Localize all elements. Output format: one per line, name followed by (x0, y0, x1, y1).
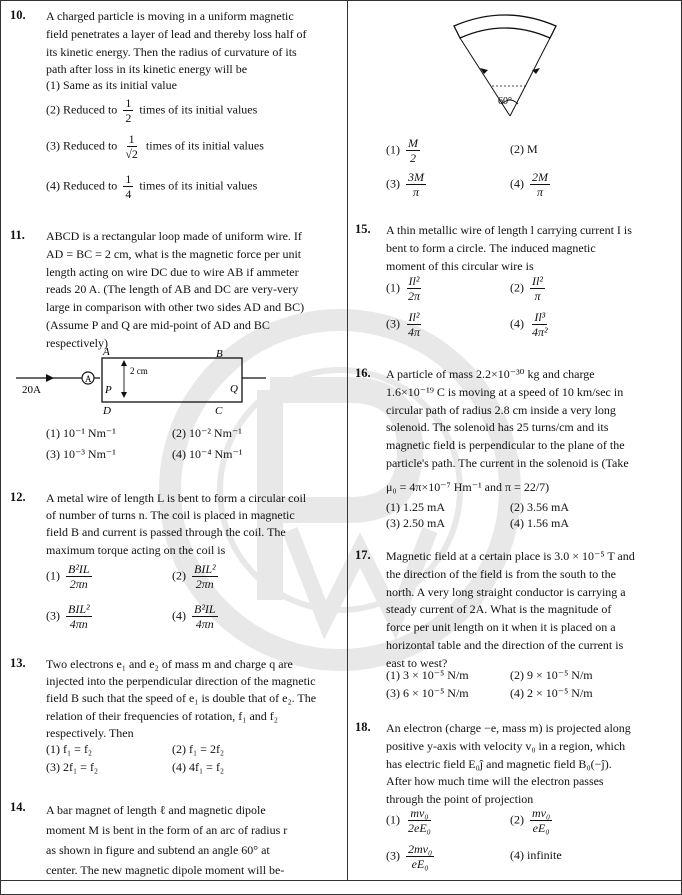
text-line: (Assume P and Q are mid-point of AD and BC (46, 317, 270, 332)
loop-circuit-figure (10, 345, 270, 417)
gap-label: 2 cm (130, 366, 148, 376)
option-3[interactable] (46, 132, 264, 161)
numerator: B²IL (68, 562, 90, 576)
option-label: (3) (386, 848, 400, 863)
numerator: Il² (408, 274, 420, 288)
option-2[interactable] (46, 96, 257, 125)
option-label: (1) (386, 142, 400, 157)
text-line: reads 20 A. (The length of AB and DC are very-very (46, 282, 299, 297)
text-line: An electron (charge −e, mass m) is projected along (386, 721, 631, 735)
option-label: (2) (510, 280, 524, 295)
text-line: path after loss in its kinetic energy will be (46, 62, 248, 77)
fraction (192, 562, 218, 591)
numerator: Il² (408, 310, 420, 324)
text-line: as shown in figure and subtend an angle 60° at (46, 843, 270, 857)
corner-label-c: C (215, 405, 223, 417)
fraction (123, 132, 140, 161)
text-line: respectively. Then (46, 725, 134, 740)
option-label: (2) (510, 812, 524, 827)
fraction (530, 310, 550, 339)
text-line: A charged particle is moving in a uniform magnetic (46, 9, 294, 23)
text-line: μ₀ = 4π×10⁻⁷ Hm⁻¹ and π = 22/7) (386, 479, 550, 494)
question-text (386, 548, 671, 673)
point-label-p: P (105, 384, 112, 396)
numerator: 2M (532, 170, 548, 184)
option-2[interactable]: (2) f₁ = 2f₂ (172, 742, 225, 756)
text-line: steady current of 2A. What is the magnitude of (386, 602, 612, 617)
option-label: (3) (386, 316, 400, 331)
denominator: 2πn (195, 577, 214, 591)
text-line: the direction of the field is from the south to the (386, 566, 616, 581)
option-1[interactable]: (1) 10⁻¹ Nm⁻¹ (46, 426, 116, 440)
corner-label-a: A (103, 346, 110, 358)
question-text (46, 800, 334, 880)
fraction (123, 96, 133, 125)
option-4[interactable] (510, 310, 553, 339)
text-line: Magnetic field at a certain place is 3.0 × 10⁻⁵ T and (386, 549, 635, 563)
option-label: (4) Reduced to (46, 178, 118, 193)
numerator: 1 (128, 132, 135, 146)
option-2[interactable]: (2) 9 × 10⁻⁵ N/m (510, 668, 593, 682)
point-label-q: Q (230, 383, 238, 395)
text-line: After how much time will the electron passes (386, 774, 604, 789)
current-label: 20A (22, 384, 41, 396)
denominator: eE₀ (532, 821, 550, 835)
option-2[interactable] (510, 274, 548, 303)
option-suffix: times of its initial values (139, 178, 258, 193)
text-line: field B and current is passed through the coil. The (46, 525, 286, 540)
numerator: 1 (125, 172, 132, 186)
text-line: force per unit length on it when it is placed on a (386, 620, 616, 635)
numerator: Il³ (534, 310, 546, 324)
text-line: its kinetic energy. Then the radius of curvature of its (46, 44, 297, 59)
question-text (46, 228, 334, 353)
denominator: 2 (125, 111, 132, 125)
question-number: 16. (355, 366, 371, 380)
option-1[interactable]: (1) Same as its initial value (46, 78, 177, 92)
question-number: 13. (10, 656, 26, 670)
option-2[interactable] (510, 806, 555, 835)
option-4[interactable]: (4) infinite (510, 848, 562, 862)
option-1[interactable]: (1) 1.25 mA (386, 500, 445, 514)
text-line: north. A very long straight conductor is carrying a (386, 584, 626, 599)
text-line: A particle of mass 2.2×10⁻³⁰ kg and charge (386, 367, 595, 381)
fraction (530, 274, 545, 303)
option-label: (2) Reduced to (46, 102, 118, 117)
option-label: (3) Reduced to (46, 138, 118, 153)
option-1[interactable] (46, 562, 95, 591)
option-label: (4) (172, 608, 186, 623)
option-1[interactable] (386, 274, 425, 303)
option-label: (2) (172, 568, 186, 583)
option-3[interactable]: (3) 2.50 mA (386, 516, 445, 530)
text-line: field B such that the speed of e₁ is double that of e₂. The (46, 691, 317, 706)
fraction (406, 136, 420, 165)
question-text (386, 720, 671, 809)
denominator: 4π (408, 325, 421, 339)
text-line: circular path of radius 2.8 cm inside a very long (386, 402, 616, 417)
option-3[interactable] (386, 842, 437, 871)
text-line: field penetrates a layer of lead and thereby loss half of (46, 26, 307, 41)
bent-magnet-arc-figure (440, 4, 570, 126)
text-line: 1.6×10⁻¹⁹ C is moving at a speed of 10 km/sec in (386, 384, 624, 399)
option-1[interactable] (386, 136, 423, 165)
option-4[interactable] (46, 172, 257, 201)
denominator: 2 (410, 151, 416, 165)
fraction (530, 806, 552, 835)
text-line: solenoid. The solenoid has 25 turns/cm and its (386, 420, 609, 435)
option-1[interactable] (386, 806, 436, 835)
numerator: B²IL (194, 602, 216, 616)
text-line: moment M is bent in the form of an arc of radius r (46, 823, 288, 837)
numerator: Il² (532, 274, 543, 288)
question-number: 14. (10, 800, 26, 814)
fraction (530, 170, 550, 199)
option-1[interactable]: (1) f₁ = f₂ (46, 742, 93, 756)
text-line: relation of their frequencies of rotation, f₁ and f₂ (46, 708, 278, 723)
denominator: π (534, 289, 541, 303)
option-3[interactable]: (3) 2f₁ = f₂ (46, 760, 99, 774)
question-text (46, 656, 334, 742)
numerator: M (408, 136, 418, 150)
fraction (66, 562, 92, 591)
question-number: 11. (10, 228, 25, 242)
text-line: has electric field E₀ĵ and magnetic field B₀(−ĵ). (386, 756, 612, 771)
text-line: maximum torque acting on the coil is (46, 542, 226, 557)
denominator: π (536, 185, 543, 199)
question-number: 12. (10, 490, 26, 504)
numerator: 2mv₀ (408, 842, 433, 856)
option-4[interactable] (510, 170, 553, 199)
denominator: 4πn (195, 617, 214, 631)
question-number: 10. (10, 8, 26, 22)
text-line: A metal wire of length L is bent to form a circular coil (46, 491, 307, 505)
denominator: 4πn (69, 617, 88, 631)
numerator: BIL² (194, 562, 216, 576)
text-line: Two electrons e₁ and e₂ of mass m and charge q are (46, 657, 293, 671)
denominator: 4 (125, 187, 132, 201)
option-3[interactable]: (3) 6 × 10⁻⁵ N/m (386, 686, 469, 700)
option-label: (1) (46, 568, 60, 583)
option-label: (4) (510, 316, 524, 331)
option-label: (4) (510, 176, 524, 191)
option-2[interactable]: (2) M (510, 142, 538, 156)
fraction (192, 602, 218, 631)
option-1[interactable]: (1) 3 × 10⁻⁵ N/m (386, 668, 469, 682)
option-2[interactable]: (2) 10⁻² Nm⁻¹ (172, 426, 242, 440)
denominator: √2 (125, 147, 138, 161)
text-line: bent to form a circle. The induced magnetic (386, 240, 596, 255)
option-2[interactable]: (2) 3.56 mA (510, 500, 569, 514)
fraction (406, 806, 433, 835)
numerator: BIL² (68, 602, 90, 616)
option-label: (1) (386, 812, 400, 827)
text-line: A thin metallic wire of length l carrying current I is (386, 223, 632, 237)
numerator: 3M (408, 170, 424, 184)
denominator: eE₀ (411, 857, 429, 871)
fraction (66, 602, 92, 631)
corner-label-b: B (216, 348, 223, 360)
question-text (46, 490, 334, 559)
text-line: through the point of projection (386, 792, 534, 807)
option-3[interactable] (386, 310, 425, 339)
text-line: particle's path. The current in the solenoid is (Take (386, 455, 629, 470)
text-line: east to west? (386, 655, 448, 670)
text-line: AD = BC = 2 cm, what is the magnetic force per unit (46, 246, 302, 261)
question-number: 15. (355, 222, 371, 236)
ammeter-label: A (85, 374, 92, 384)
text-line: of number of turns n. The coil is placed in magnetic (46, 508, 295, 523)
option-4[interactable]: (4) 4f₁ = f₂ (172, 760, 225, 774)
option-4[interactable]: (4) 1.56 mA (510, 516, 569, 530)
question-text (386, 222, 671, 275)
fraction (406, 842, 434, 871)
fraction (406, 310, 422, 339)
question-number: 18. (355, 720, 371, 734)
text-line: injected into the perpendicular direction of the magnetic (46, 674, 316, 689)
text-line: ABCD is a rectangular loop made of uniform wire. If (46, 229, 302, 243)
fraction (406, 170, 426, 199)
bottom-rule (0, 880, 682, 881)
option-3[interactable]: (3) 10⁻³ Nm⁻¹ (46, 447, 116, 461)
angle-label: 60° (498, 96, 512, 107)
option-4[interactable]: (4) 10⁻⁴ Nm⁻¹ (172, 447, 243, 461)
fraction (406, 274, 422, 303)
option-label: (1) (386, 280, 400, 295)
text-line: positive y-axis with velocity v₀ in a region, which (386, 738, 626, 753)
corner-label-d: D (103, 405, 111, 417)
denominator: 2π (408, 289, 421, 303)
denominator: π (412, 185, 419, 199)
denominator: 4π² (532, 325, 548, 339)
denominator: 2eE₀ (408, 821, 431, 835)
text-line: center. The new magnetic dipole moment will be- (46, 863, 285, 877)
numerator: mv₀ (532, 806, 551, 820)
column-divider (347, 0, 348, 880)
question-number: 17. (355, 548, 371, 562)
text-line: horizontal table and the direction of the current is (386, 637, 624, 652)
numerator: 1 (125, 96, 132, 110)
question-text (386, 366, 671, 497)
text-line: moment of this circular wire is (386, 258, 534, 273)
option-label: (3) (46, 608, 60, 623)
text-line: magnetic field is perpendicular to the plane of the (386, 438, 625, 453)
numerator: mv₀ (410, 806, 429, 820)
text-line: respectively) (46, 335, 108, 350)
option-3[interactable] (386, 170, 429, 199)
denominator: 2πn (69, 577, 88, 591)
text-line: length acting on wire DC due to wire AB if ammeter (46, 264, 299, 279)
question-text (46, 8, 334, 79)
option-4[interactable] (172, 602, 221, 631)
text-line: A bar magnet of length ℓ and magnetic dipole (46, 803, 266, 817)
option-suffix: times of its initial values (145, 138, 264, 153)
option-2[interactable] (172, 562, 221, 591)
fraction (123, 172, 133, 201)
option-3[interactable] (46, 602, 95, 631)
option-suffix: times of its initial values (139, 102, 258, 117)
option-4[interactable]: (4) 2 × 10⁻⁵ N/m (510, 686, 593, 700)
option-label: (3) (386, 176, 400, 191)
text-line: large in comparison with other two sides AD and BC) (46, 300, 305, 315)
